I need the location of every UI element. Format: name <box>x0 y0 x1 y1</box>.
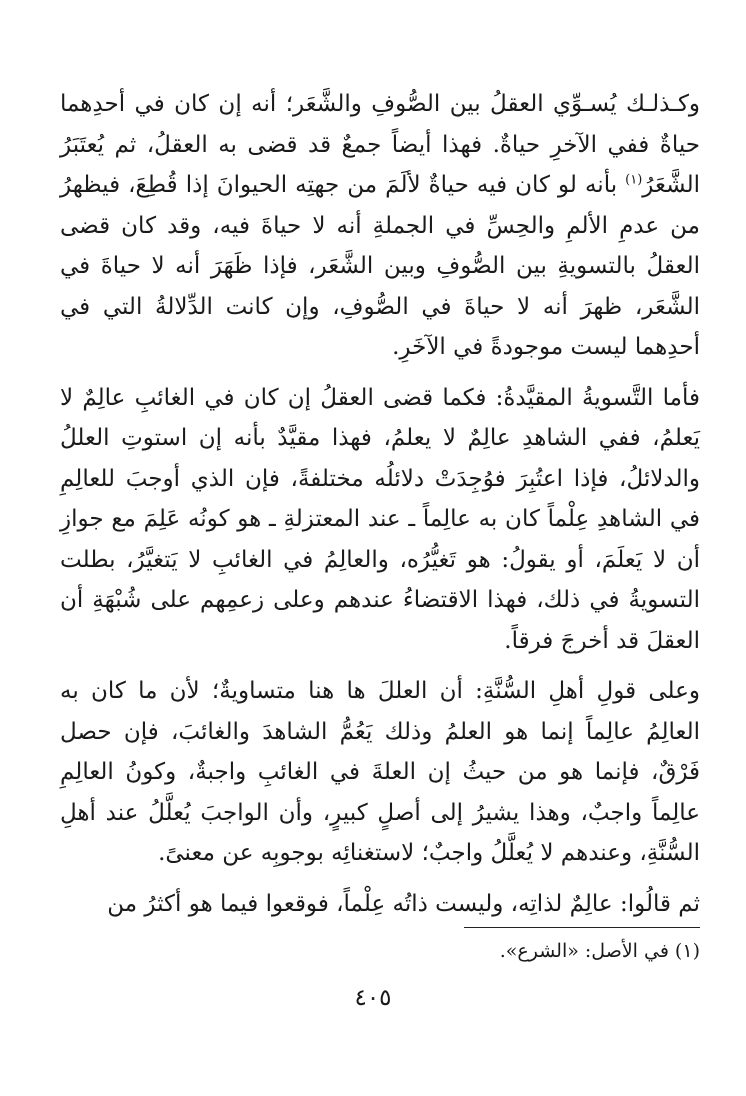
page-number: ٤٠٥ <box>354 985 392 1011</box>
paragraph-1 <box>60 84 700 368</box>
paragraph-3: وعلى قولِ أهلِ السُّنَّةِ: أن العللَ ها هنا متساويةٌ؛ لأن ما كان به العالِمُ عالِماً إنما هو العلمُ وذلك يَعُمُّ الشاهدَ والغائبَ، فإن حصل فَرْقٌ، فإنما هو من حيثُ إن العلةَ في الغائبِ واجبةٌ، وكونُ العالِمِ عالِماً واجبٌ، وهذا يشيرُ إلى أصلٍ كبيرٍ، وأن الواجبَ يُعلَّلُ عند أهلِ السُّنَّةِ، وعندهم لا يُعلَّلُ واجبٌ؛ لاستغنائِه بوجوبِه عن معنىً. <box>60 678 700 866</box>
paragraph-1-text-before-note: وكـذلـك يُسـوِّي العقلُ بين الصُّوفِ والشَّعَر؛ أنه إن كان في أحدِهما حياةٌ ففي الآخرِ حياةٌ. فهذا أيضاً جمعٌ قد قضى به العقلُ، ثم يُعتَبَرُ الشَّعَرُ <box>60 91 700 198</box>
paragraph-2: فأما التَّسويةُ المقيَّدةُ: فكما قضى العقلُ إن كان في الغائبِ عالِمٌ لا يَعلمُ، ففي الشاهدِ عالِمٌ لا يعلمُ، فهذا مقيَّدٌ بأنه إن استوتِ العللُ والدلائلُ، فإذا اعتُبِرَ فوُجِدَتْ دلائلُه مختلفةً، فإن الذي أوجبَ للعالِمِ في الشاهدِ عِلْماً كان به عالِماً ـ عند المعتزلةِ ـ هو كونُه عَلِمَ مع جوازِ أن لا يَعلَمَ، أو يقولُ: هو تَغيُّرُه، والعالِمُ في الغائبِ لا يَتغيَّرُ، بطلت التسويةُ في ذلك، فهذا الاقتضاءُ عندهم وعلى زعمِهم على شُبْهَةِ أن العقلَ قد أخرجَ فرقاً. <box>60 384 700 654</box>
footnote-marker: (١) <box>625 172 643 188</box>
footnote: (١) في الأصل: «الشرع». <box>499 940 700 962</box>
main-text <box>60 84 700 924</box>
paragraph-4: ثم قالُوا: عالِمٌ لذاتِه، وليست ذاتُه عِلْماً، فوقعوا فيما هو أكثرُ من <box>107 890 700 917</box>
paragraph-1-text-after-note: بأنه لو كان فيه حياةٌ لألَمَ من جهتِه الحيوانَ إذا قُطِعَ، فيظهرُ من عدمِ الألمِ والحِسِّ في الجملةِ أنه لا حياةَ فيه، وقد كان قضى العقلُ بالتسويةِ بين الصُّوفِ وبين الشَّعَر، فإذا ظَهَرَ أنه لا حياةَ في الشَّعَر، ظهرَ أنه لا حياةَ في الصُّوفِ، وإن كانت الدِّلالةُ التي في أحدِهما ليست موجودةً في الآخَرِ. <box>60 172 700 360</box>
footnote-divider <box>464 927 700 928</box>
